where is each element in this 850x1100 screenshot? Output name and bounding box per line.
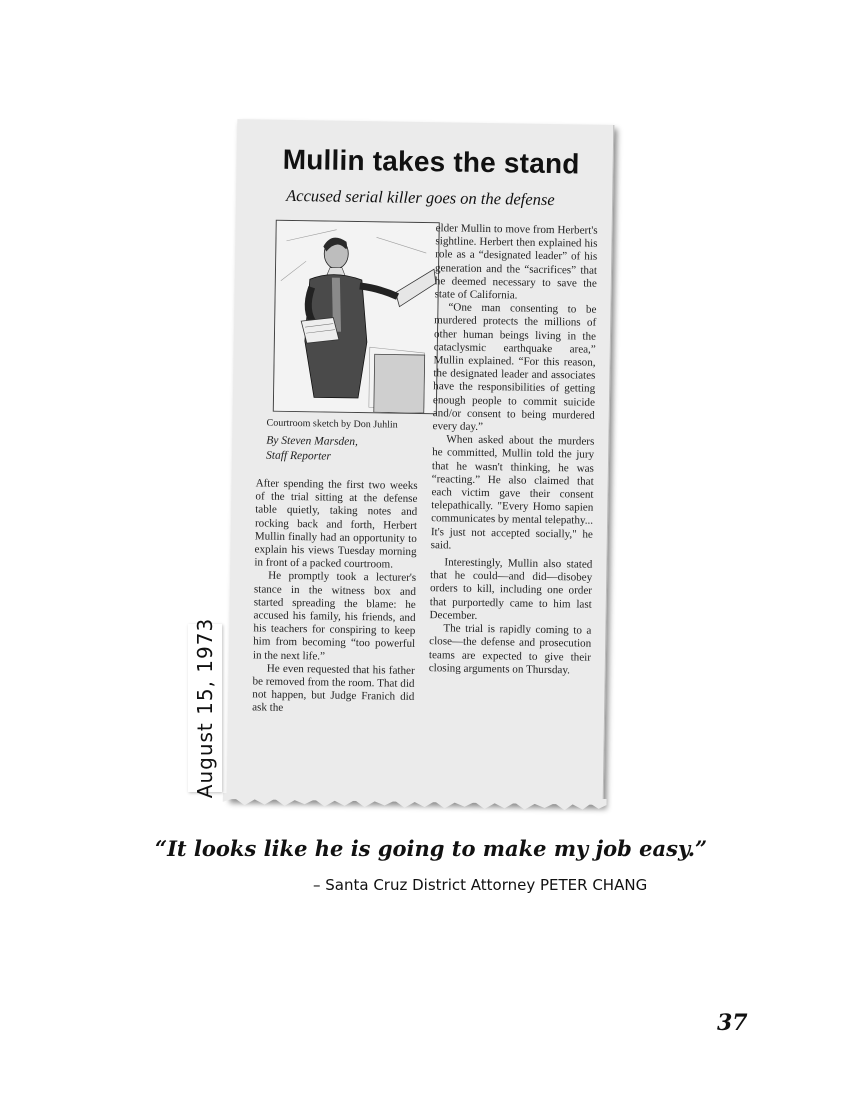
- date-text: August 15, 1973: [193, 617, 217, 799]
- article-paragraph: “One man consenting to be murdered protects the millions of other human beings living in the cataclysmic earthquake area,” Mullin explained. “For this reason, the designated leader and associates have the responsibilities of getting enough people to commit suicide and/or consent to being murdered every day.”: [432, 301, 597, 434]
- sketch-caption: Courtroom sketch by Don Juhlin: [266, 417, 398, 431]
- torn-edge: [223, 793, 607, 813]
- pull-quote: “It looks like he is going to make my job easy.”: [155, 836, 708, 861]
- article-column-left: [252, 477, 418, 717]
- headline: Mullin takes the stand: [282, 143, 580, 180]
- byline-name: By Steven Marsden,: [266, 434, 359, 449]
- sketch-drawing: [274, 221, 439, 414]
- article-paragraph: He promptly took a lecturer's stance in the witness box and started spreading the blame: he accused his family, his friends, and his teachers for conspiring to keep him from becoming “too powerful in the next life.”: [252, 570, 417, 663]
- article-paragraph: The trial is rapidly coming to a close—the defense and prosecution teams are expected to give their closing arguments on Thursday.: [428, 622, 592, 677]
- page-number: 37: [717, 1010, 748, 1036]
- subheadline: Accused serial killer goes on the defense: [286, 185, 555, 210]
- article-paragraph: Interestingly, Mullin also stated that he could—and did—disobey orders to kill, including one order that purportedly came to him last December.: [429, 556, 593, 622]
- date-note: [188, 617, 222, 799]
- newspaper-clipping: [227, 119, 615, 805]
- article-paragraph: He even requested that his father be removed from the room. That did not happen, but Judge Franich did ask the: [252, 662, 415, 715]
- article-paragraph: elder Mullin to move from Herbert's sightline. Herbert then explained his role as a “designated leader” of his generation and the “sacrifices” that he deemed necessary to save the state of California.: [434, 222, 598, 302]
- article-paragraph: When asked about the murders he committed, Mullin told the jury that he wasn't thinking, he was “reacting.” He also claimed that each victim gave their consent telepathically. "Every Homo sapien communicates by mental telepathy... It's just not accepted socially," he said.: [430, 433, 595, 552]
- courtroom-sketch-image: [273, 220, 440, 415]
- article-column-right: [429, 222, 598, 677]
- quote-attribution: – Santa Cruz District Attorney PETER CHANG: [313, 876, 648, 894]
- byline-role: Staff Reporter: [265, 449, 332, 463]
- byline: [266, 434, 358, 465]
- article-paragraph: After spending the first two weeks of the trial sitting at the defense table quietly, taking notes and rocking back and forth, Herbert Mullin finally had an opportunity to explain his views Tuesday morning in front of a packed courtroom.: [254, 477, 418, 571]
